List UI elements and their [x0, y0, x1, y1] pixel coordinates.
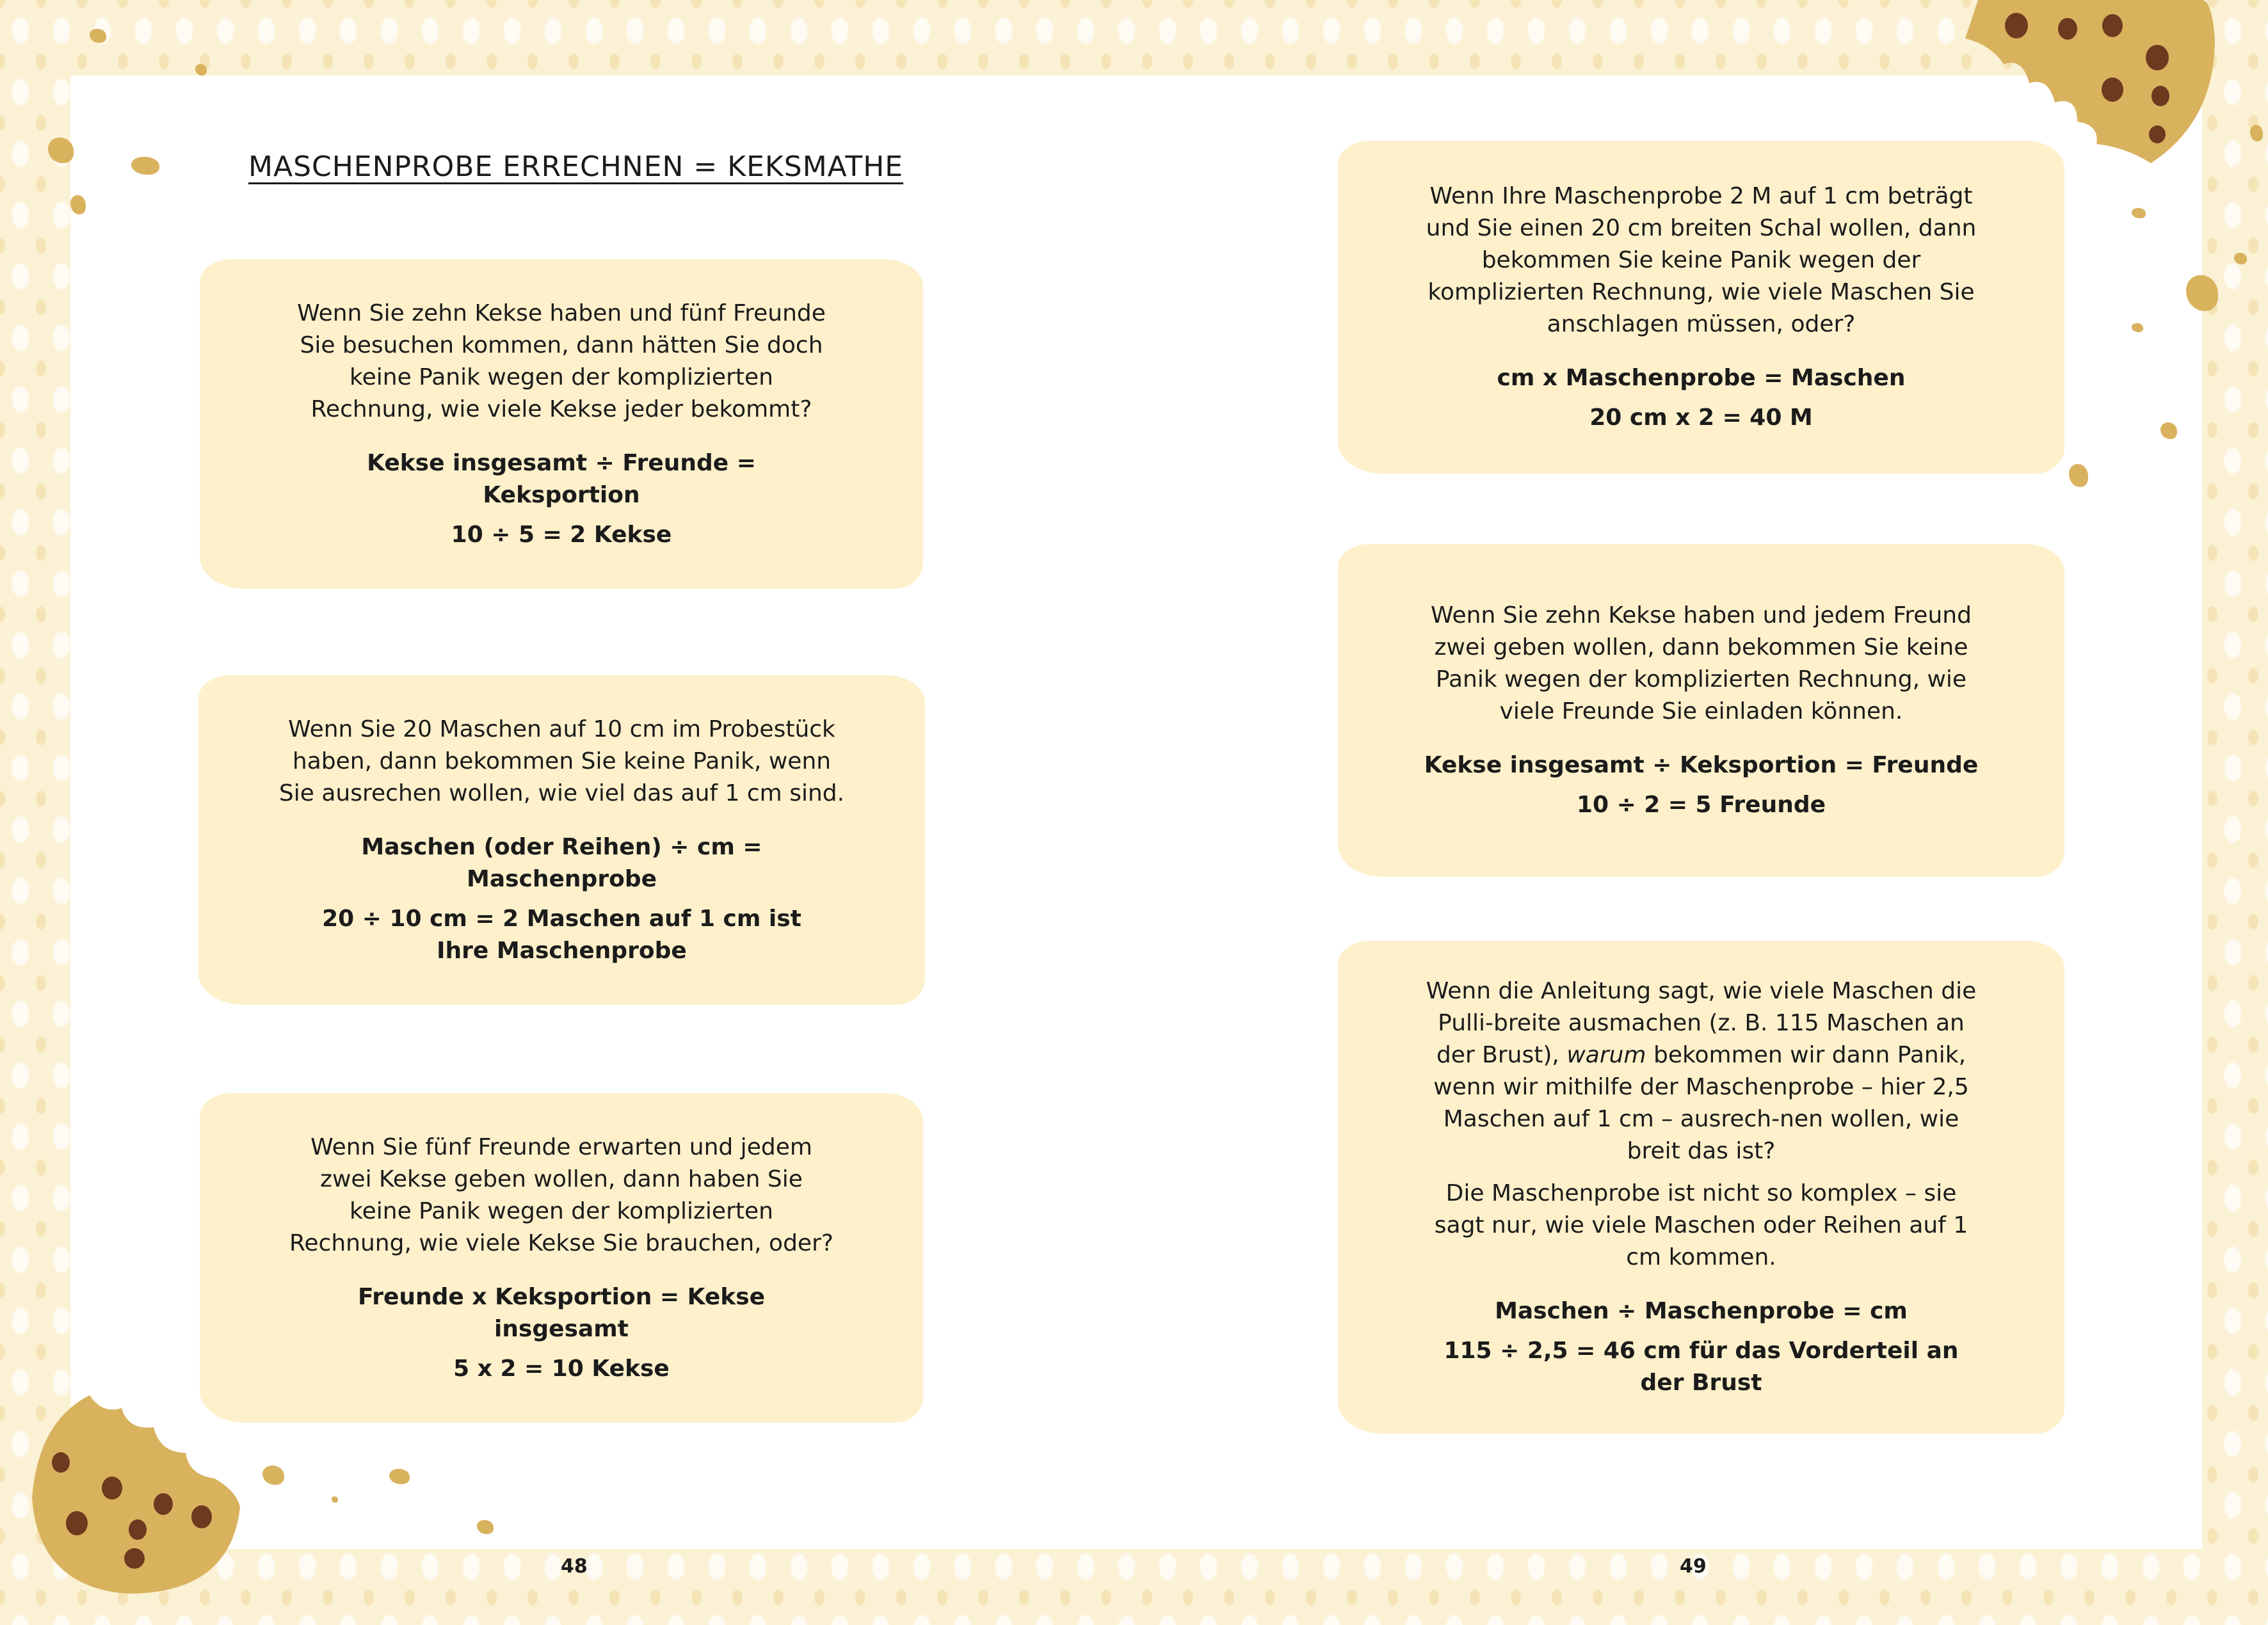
card-intro-start: Wenn die Anleitung sagt, wie viele Maschen die Pulli-breite ausmachen (z. B. 115 Maschen an der Brust), — [1426, 978, 1977, 1068]
card-formula: Maschen ÷ Maschenprobe = cm — [1495, 1298, 1908, 1324]
crumb-icon — [48, 138, 74, 163]
cookie-icon — [1965, 0, 2234, 173]
card-intro: Wenn Ihre Maschenprobe 2 M auf 1 cm beträgt und Sie einen 20 cm breiten Schal wollen, dann bekommen Sie keine Panik wegen der komplizierten Rechnung, wie viele Maschen Sie anschlagen müssen, oder? — [1426, 183, 1977, 337]
right-card-1 — [1338, 141, 2064, 474]
card-formula: Kekse insgesamt ÷ Keksportion = Freunde — [1424, 752, 1979, 778]
card-intro: Wenn Sie fünf Freunde erwarten und jedem zwei Kekse geben wollen, dann haben Sie keine Panik wegen der komplizierten Rechnung, wie viele Kekse Sie brauchen, oder? — [289, 1133, 833, 1256]
left-card-2 — [198, 675, 925, 1005]
card-intro — [1421, 975, 1981, 1167]
card-intro: Wenn Sie zehn Kekse haben und fünf Freunde Sie besuchen kommen, dann hätten Sie doch keine Panik wegen der komplizierten Rechnung, wie viele Kekse jeder bekommt? — [297, 300, 826, 422]
card-intro-italic: warum — [1566, 1042, 1646, 1068]
crumb-icon — [2132, 323, 2143, 332]
crumb-icon — [2132, 208, 2146, 218]
page-number-left: 48 — [561, 1555, 588, 1578]
card-formula: Maschen (oder Reihen) ÷ cm = Maschenprobe — [361, 833, 762, 892]
page-number-right: 49 — [1680, 1555, 1707, 1578]
crumb-icon — [477, 1520, 494, 1534]
card-formula: Freunde x Keksportion = Kekse insgesamt — [357, 1283, 766, 1342]
crumb-icon — [195, 64, 207, 76]
card-example: 115 ÷ 2,5 = 46 cm für das Vorderteil an der Brust — [1444, 1338, 1959, 1396]
card-intro: Wenn Sie 20 Maschen auf 10 cm im Probestück haben, dann bekommen Sie keine Panik, wenn Sie ausrechen wollen, wie viel das auf 1 cm sind. — [278, 716, 845, 806]
right-card-3 — [1338, 941, 2064, 1434]
crumb-icon — [2250, 125, 2263, 141]
left-card-1 — [200, 259, 923, 589]
cookie-icon — [26, 1395, 243, 1600]
card-example: 20 ÷ 10 cm = 2 Maschen auf 1 cm ist Ihre Maschenprobe — [322, 905, 801, 964]
card-example: 20 cm x 2 = 40 M — [1589, 404, 1813, 431]
card-intro-end: bekommen wir dann Panik, wenn wir mithilfe der Maschenprobe – hier 2,5 Maschen auf 1 cm – ausrech-nen wollen, wie breit das ist? — [1433, 1042, 1969, 1164]
right-card-2 — [1338, 544, 2064, 877]
card-intro: Wenn Sie zehn Kekse haben und jedem Freund zwei geben wollen, dann bekommen Sie keine Panik wegen der komplizierten Rechnung, wie viele Freunde Sie einladen können. — [1431, 602, 1972, 724]
crumb-icon — [332, 1496, 338, 1503]
card-formula: Kekse insgesamt ÷ Freunde = Keksportion — [367, 449, 756, 508]
page-title: MASCHENPROBE ERRECHNEN = KEKSMATHE — [248, 150, 904, 183]
card-formula: cm x Maschenprobe = Maschen — [1497, 365, 1906, 391]
crumb-icon — [2234, 253, 2247, 264]
card-example: 5 x 2 = 10 Kekse — [453, 1355, 670, 1382]
crumb-icon — [90, 29, 106, 43]
card-intro-second: Die Maschenprobe ist nicht so komplex – sie sagt nur, wie viele Maschen oder Reihen auf 1 cm kommen. — [1434, 1180, 1968, 1270]
crumb-icon — [2160, 422, 2177, 439]
card-example: 10 ÷ 2 = 5 Freunde — [1576, 792, 1826, 818]
crumb-icon — [70, 195, 86, 214]
left-card-3 — [200, 1093, 923, 1423]
card-example: 10 ÷ 5 = 2 Kekse — [451, 521, 672, 548]
